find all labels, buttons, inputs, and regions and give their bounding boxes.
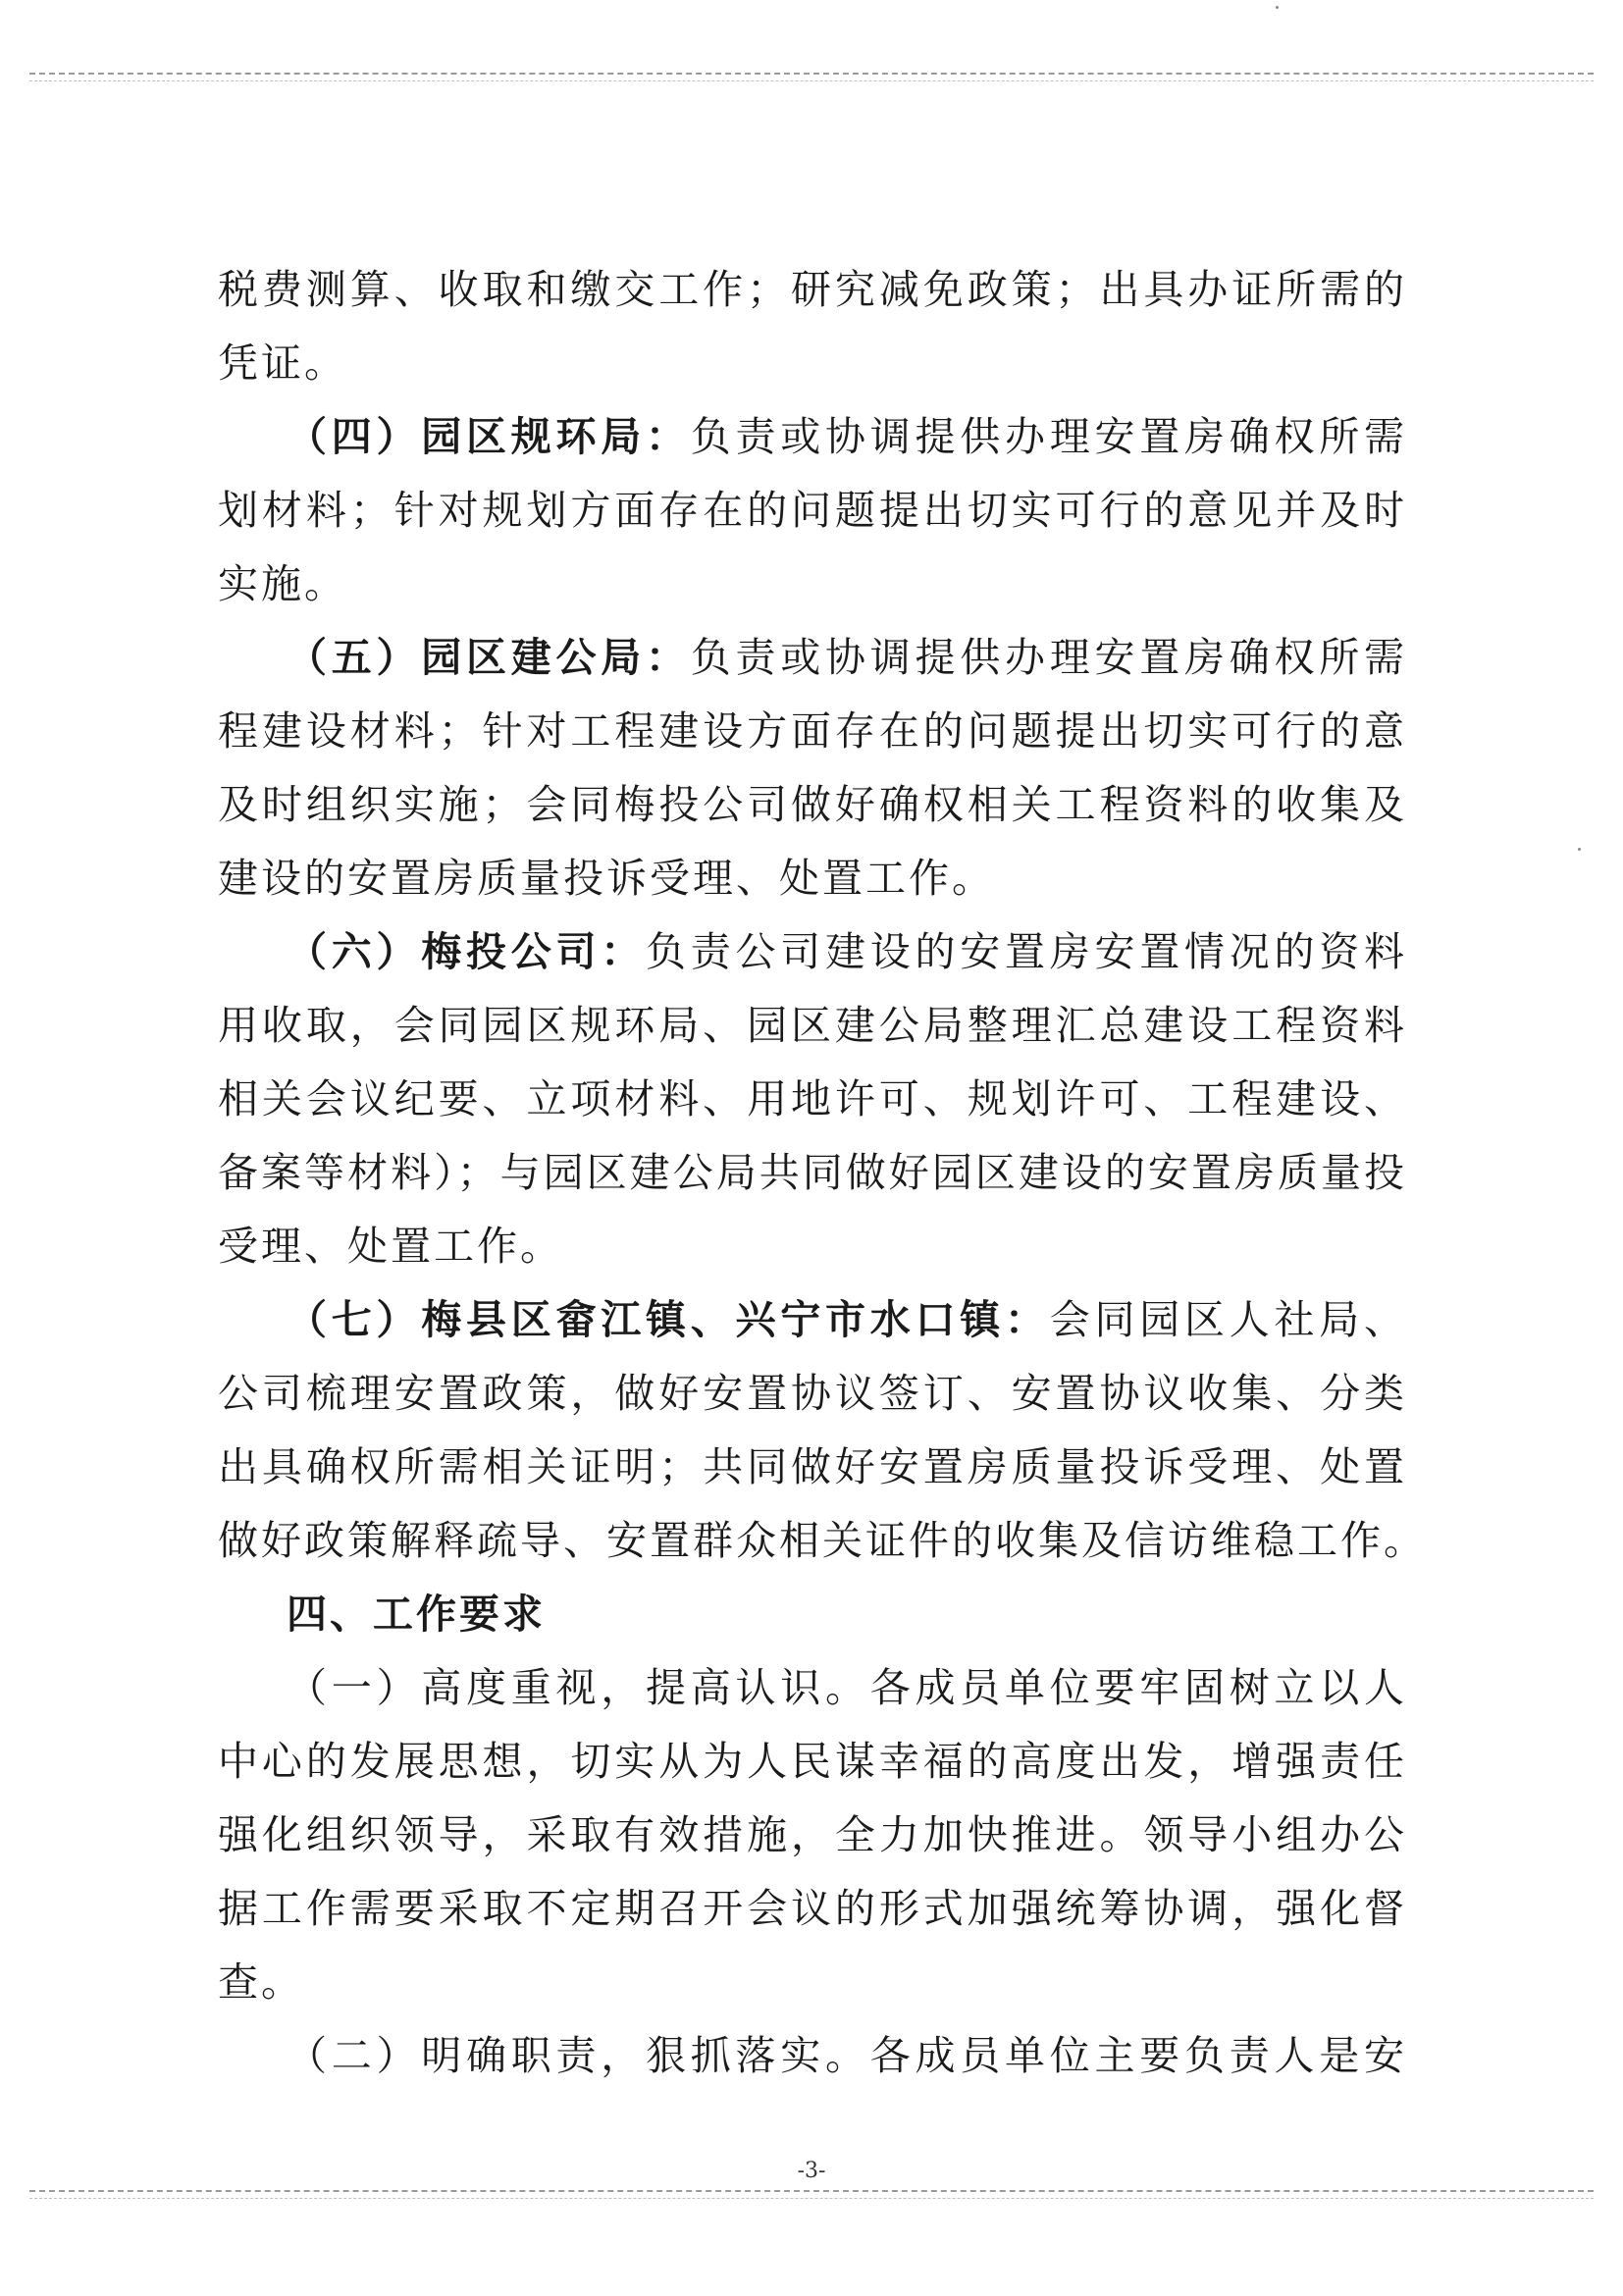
text-line: 实施。 — [218, 560, 347, 607]
text-line: 程建设材料；针对工程建设方面存在的问题提出切实可行的意 — [218, 707, 1407, 755]
paragraph-first-line: （一）高度重视，提高认识。各成员单位要牢固树立以人 — [287, 1664, 1407, 1711]
top-scan-border-secondary — [29, 80, 1594, 81]
text-line: 强化组织领导，采取有效措施，全力加快推进。领导小组办公 — [218, 1811, 1407, 1858]
section-heading: （四）园区规环局： — [287, 413, 691, 460]
paragraph-first-line — [218, 1283, 1407, 1357]
text-line: 受理、处置工作。 — [218, 1223, 563, 1270]
paragraph-first-line — [218, 915, 1407, 989]
text-line: 税费测算、收取和缴交工作；研究减免政策；出具办证所需的 — [218, 266, 1407, 313]
text-line: 备案等材料）；与园区建公局共同做好园区建设的安置房质量投 — [218, 1149, 1407, 1196]
text-line: 公司梳理安置政策，做好安置协议签订、安置协议收集、分类 — [218, 1370, 1407, 1417]
text-line: 划材料；针对规划方面存在的问题提出切实可行的意见并及时 — [218, 487, 1407, 534]
paragraph-first-line: （二）明确职责，狠抓落实。各成员单位主要负责人是安 — [287, 2032, 1407, 2079]
scan-speck — [1578, 848, 1581, 851]
text-line: 查。 — [218, 1958, 304, 2006]
paragraph-first-line — [218, 400, 1407, 474]
text-line: 建设的安置房质量投诉受理、处置工作。 — [218, 855, 995, 902]
scan-speck — [1276, 6, 1279, 9]
text-line: 及时组织实施；会同梅投公司做好确权相关工程资料的收集及 — [218, 781, 1407, 828]
text-line: 做好政策解释疏导、安置群众相关证件的收集及信访维稳工作。 — [218, 1517, 1427, 1564]
page-number: -3- — [797, 2159, 826, 2183]
paragraph-text: 负责公司建设的安置房安置情况的资料 — [646, 928, 1407, 975]
text-line: 据工作需要采取不定期召开会议的形式加强统筹协调，强化督 — [218, 1885, 1407, 1932]
section-heading: （六）梅投公司： — [287, 928, 646, 975]
paragraph-text: 负责或协调提供办理安置房确权所需 — [690, 413, 1407, 460]
section-heading: （七）梅县区畲江镇、兴宁市水口镇： — [287, 1296, 1050, 1343]
text-line: 出具确权所需相关证明；共同做好安置房质量投诉受理、处置 — [218, 1443, 1407, 1490]
paragraph-text: 会同园区人社局、 — [1049, 1296, 1407, 1343]
document-body — [218, 253, 1427, 2093]
text-line: 相关会议纪要、立项材料、用地许可、规划许可、工程建设、 — [218, 1075, 1407, 1122]
bottom-scan-border-secondary — [29, 2198, 1594, 2199]
text-line: 中心的发展思想，切实从为人民谋幸福的高度出发，增强责任 — [218, 1738, 1407, 1785]
part-title: 四、工作要求 — [287, 1591, 546, 1638]
text-line: 凭证。 — [218, 339, 347, 387]
paragraph-first-line — [218, 621, 1407, 695]
text-line: 用收取，会同园区规环局、园区建公局整理汇总建设工程资料 — [218, 1002, 1407, 1049]
section-heading: （五）园区建公局： — [287, 634, 691, 681]
bottom-scan-border — [29, 2190, 1594, 2192]
top-scan-border — [29, 73, 1594, 75]
paragraph-text: 负责或协调提供办理安置房确权所需 — [690, 634, 1407, 681]
